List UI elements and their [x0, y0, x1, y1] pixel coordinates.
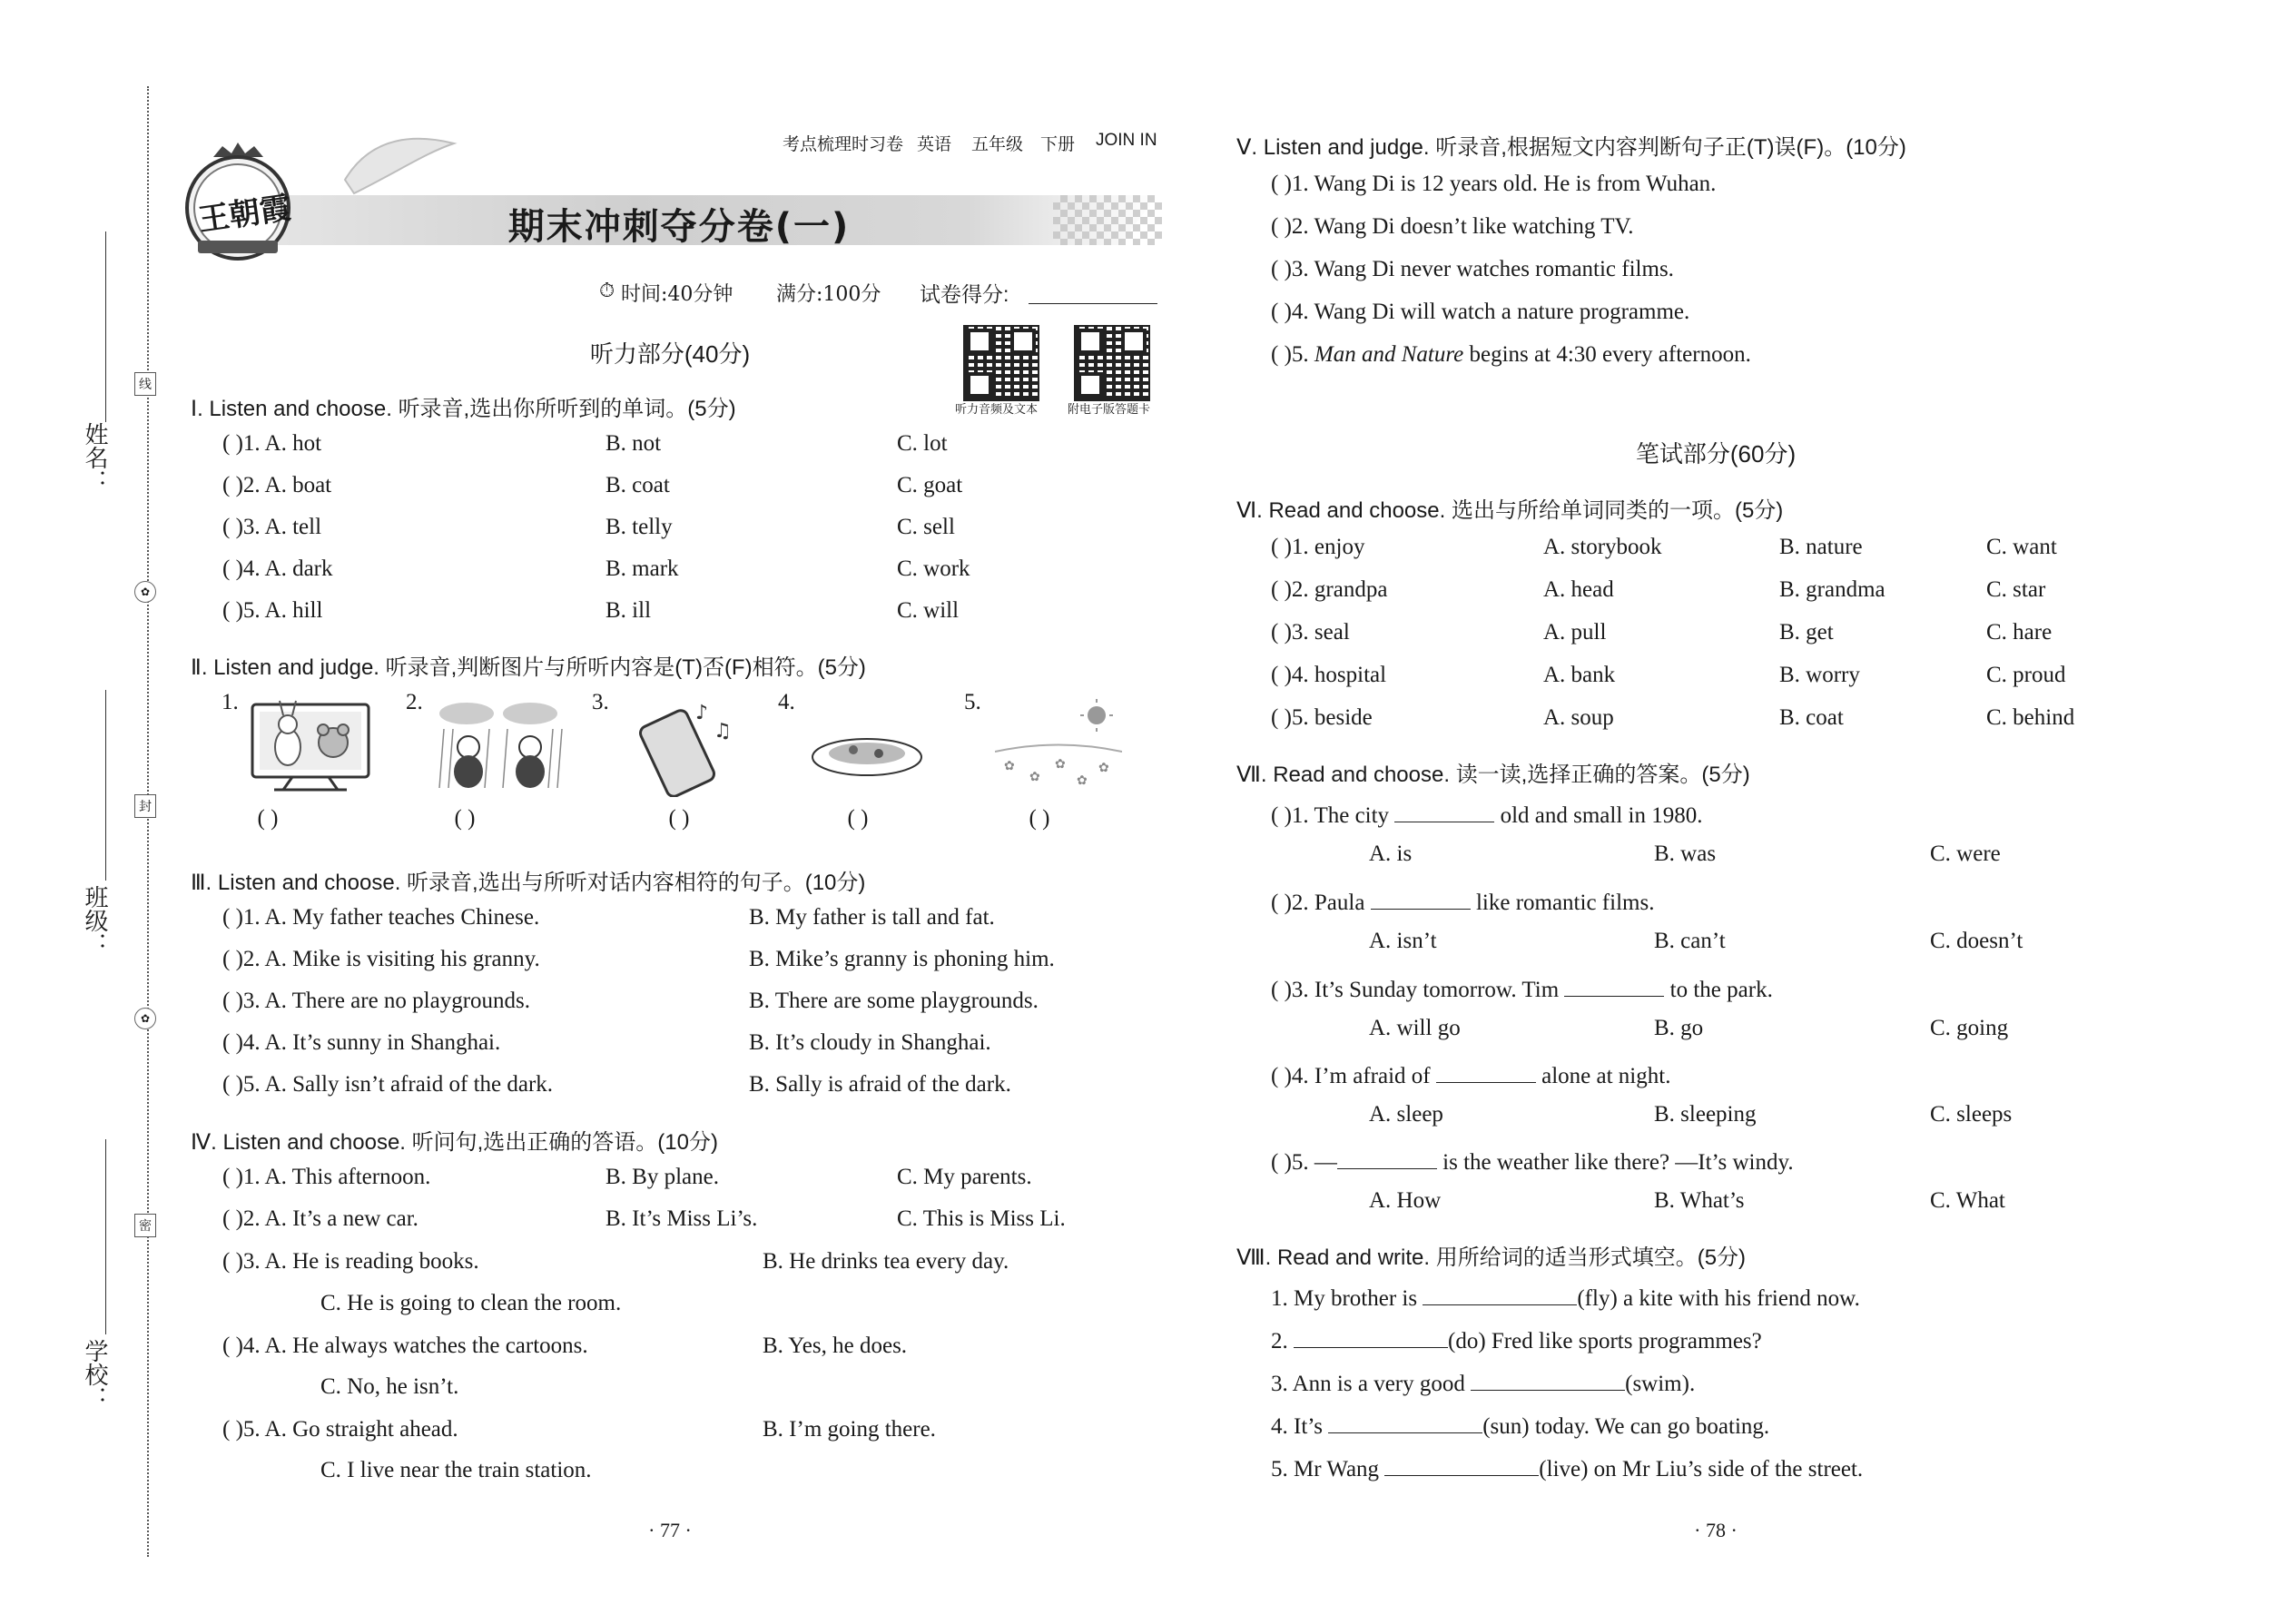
statement[interactable]: ( )1. Wang Di is 12 years old. He is from Wuhan. [1271, 172, 1717, 196]
option-b[interactable]: B. coat [605, 473, 670, 497]
question-text: ( )2. Paula [1271, 891, 1365, 915]
option-a[interactable]: A. isn’t [1369, 929, 1437, 953]
option-a[interactable]: A. bank [1543, 663, 1616, 687]
option-c[interactable]: C. What [1930, 1188, 2005, 1213]
score-field[interactable] [1029, 303, 1157, 304]
food-plate-picture [808, 726, 926, 781]
option-b[interactable]: B. grandma [1779, 577, 1885, 602]
section-4-title: Ⅳ. Listen and choose. 听问句,选出正确的答语。(10分) [191, 1130, 718, 1155]
option-a[interactable]: A. is [1369, 842, 1413, 866]
judge-blank[interactable]: ( ) [847, 806, 869, 831]
question[interactable]: ( )5. beside [1271, 705, 1373, 730]
written-heading: 笔试部分(60分) [1635, 440, 1797, 468]
question[interactable] [1271, 799, 1702, 829]
question[interactable]: ( )5. A. hill [222, 598, 323, 623]
swirl-icon: ✿ [134, 1008, 156, 1029]
option-b[interactable]: B. get [1779, 620, 1834, 645]
option-b[interactable]: B. coat [1779, 705, 1844, 730]
option-b[interactable]: B. By plane. [605, 1165, 719, 1189]
svg-text:♪: ♪ [695, 702, 709, 724]
item-text: 3. Ann is a very good [1271, 1372, 1465, 1396]
question-text: like romantic films. [1475, 891, 1655, 915]
item-text: 4. It’s [1271, 1414, 1323, 1439]
option-c[interactable]: C. going [1930, 1016, 2009, 1040]
seal-box-xian: 线 [134, 372, 156, 396]
qr-code-audio[interactable] [963, 325, 1039, 401]
question-text: ( )3. It’s Sunday tomorrow. Tim [1271, 978, 1560, 1002]
term-label: 下册 [1040, 135, 1076, 154]
grade-label: 五年级 [971, 135, 1024, 154]
qr-code-answer-card[interactable] [1074, 325, 1150, 401]
question[interactable] [1271, 973, 1773, 1003]
qr1-caption: 听力音频及文本 [955, 403, 1039, 417]
option-a[interactable]: ( )1. A. This afternoon. [222, 1165, 431, 1189]
option-b[interactable]: B. sleeping [1654, 1102, 1757, 1127]
question-text: old and small in 1980. [1500, 803, 1703, 828]
item-text: 5. Mr Wang [1271, 1457, 1380, 1481]
option-b[interactable]: B. mark [605, 556, 679, 581]
logo-text: 王朝霞 [196, 190, 293, 239]
option-b[interactable]: B. telly [605, 515, 673, 539]
option-a[interactable]: A. head [1543, 577, 1614, 602]
picture-number: 1. [222, 690, 239, 714]
page-number-left: · 77 · [648, 1519, 692, 1541]
full-score: 满分:100分 [776, 283, 881, 306]
option-c[interactable]: C. sell [897, 515, 955, 539]
svg-text:✿: ✿ [1055, 757, 1066, 772]
option-b[interactable]: B. Yes, he does. [763, 1334, 908, 1358]
rain-pandas-picture [430, 697, 566, 797]
item5-suffix: begins at 4:30 every afternoon. [1469, 342, 1751, 367]
class-label: 班级： [81, 885, 108, 956]
picture-number: 4. [778, 690, 795, 714]
question-text: to the park. [1669, 978, 1773, 1002]
question-text: ( )1. The city [1271, 803, 1390, 828]
statement[interactable]: ( )3. Wang Di never watches romantic films. [1271, 257, 1674, 281]
banner-checker-pattern [1053, 195, 1162, 245]
answer-blank[interactable] [1471, 1367, 1625, 1391]
option-b[interactable]: B. Mike’s granny is phoning him. [749, 947, 1055, 971]
tv-cartoon-picture [247, 697, 374, 795]
option-a[interactable]: ( )2. A. It’s a new car. [222, 1206, 418, 1231]
judge-blank[interactable]: ( ) [668, 806, 690, 831]
seal-box-mi: 密 [134, 1214, 156, 1237]
option-c[interactable]: C. doesn’t [1930, 929, 2023, 953]
option-b[interactable]: B. I’m going there. [763, 1417, 936, 1442]
question[interactable] [1271, 1059, 1670, 1089]
listening-heading: 听力部分(40分) [589, 340, 751, 368]
item-text: (sun) today. We can go boating. [1482, 1414, 1770, 1439]
answer-blank[interactable] [1294, 1324, 1448, 1348]
answer-blank[interactable] [1337, 1146, 1437, 1169]
svg-text:✿: ✿ [1098, 761, 1109, 775]
question[interactable]: ( )3. seal [1271, 620, 1350, 645]
option-a[interactable]: ( )4. A. It’s sunny in Shanghai. [222, 1030, 501, 1055]
option-b[interactable]: B. worry [1779, 663, 1860, 687]
answer-blank[interactable] [1384, 1452, 1539, 1476]
option-a[interactable]: A. storybook [1543, 535, 1662, 559]
score-label: 试卷得分: [920, 282, 1009, 306]
page-title: 期末冲刺夺分卷(一) [507, 206, 851, 248]
option-a[interactable]: ( )3. A. He is reading books. [222, 1249, 479, 1274]
option-c[interactable]: C. want [1986, 535, 2057, 559]
section-7-title: Ⅶ. Read and choose. 读一读,选择正确的答案。(5分) [1236, 763, 1750, 787]
binding-dotted-line [147, 86, 149, 1557]
section-6-title: Ⅵ. Read and choose. 选出与所给单词同类的一项。(5分) [1236, 498, 1784, 523]
seal-box-feng: 封 [134, 794, 156, 818]
option-c[interactable]: C. sleeps [1930, 1102, 2013, 1127]
fill-item[interactable] [1271, 1282, 1860, 1312]
time-info: 时间:40分钟 [621, 283, 733, 306]
option-c[interactable]: C. I live near the train station. [320, 1458, 592, 1482]
school-field-line[interactable] [105, 1139, 106, 1334]
item-text: (live) on Mr Liu’s side of the street. [1539, 1457, 1864, 1481]
option-b[interactable]: B. ill [605, 598, 652, 623]
option-c[interactable]: C. hare [1986, 620, 2053, 645]
option-c[interactable]: C. behind [1986, 705, 2075, 730]
option-b[interactable]: B. My father is tall and fat. [749, 905, 995, 930]
question[interactable]: ( )4. hospital [1271, 663, 1387, 687]
option-a[interactable]: ( )1. A. My father teaches Chinese. [222, 905, 540, 930]
statement[interactable]: ( )2. Wang Di doesn’t like watching TV. [1271, 214, 1634, 239]
option-a[interactable]: ( )2. A. Mike is visiting his granny. [222, 947, 540, 971]
option-c[interactable]: C. My parents. [897, 1165, 1032, 1189]
option-a[interactable]: ( )4. A. He always watches the cartoons. [222, 1334, 588, 1358]
svg-text:✿: ✿ [1077, 773, 1088, 788]
question[interactable]: ( )2. grandpa [1271, 577, 1388, 602]
section-3-title: Ⅲ. Listen and choose. 听录音,选出与所听对话内容相符的句子。(10分) [191, 871, 866, 895]
answer-blank[interactable] [1436, 1059, 1536, 1083]
judge-blank[interactable]: ( ) [454, 806, 476, 831]
answer-blank[interactable] [1564, 973, 1664, 997]
judge-blank[interactable]: ( ) [257, 806, 279, 831]
svg-text:✿: ✿ [1004, 759, 1015, 773]
name-label: 姓名： [81, 422, 108, 493]
picture-number: 2. [406, 690, 423, 714]
option-b[interactable]: B. He drinks tea every day. [763, 1249, 1009, 1274]
option-c[interactable]: C. goat [897, 473, 963, 497]
option-b[interactable]: B. go [1654, 1016, 1704, 1040]
svg-text:✿: ✿ [1029, 770, 1040, 784]
swirl-icon: ✿ [134, 581, 156, 603]
qr2-caption: 附电子版答题卡 [1068, 403, 1151, 417]
item-text: 1. My brother is [1271, 1286, 1418, 1311]
picture-number: 3. [592, 690, 609, 714]
section-2-title: Ⅱ. Listen and judge. 听录音,判断图片与所听内容是(T)否(F)相符。(5分) [191, 655, 866, 680]
school-label: 学校： [81, 1339, 108, 1410]
option-b[interactable]: B. nature [1779, 535, 1863, 559]
option-c[interactable]: C. star [1986, 577, 2046, 602]
ribbon-decoration [336, 125, 463, 198]
option-b[interactable]: B. can’t [1654, 929, 1726, 953]
question[interactable] [1271, 886, 1654, 916]
option-b[interactable]: B. was [1654, 842, 1717, 866]
option-c[interactable]: C. He is going to clean the room. [320, 1291, 622, 1315]
question[interactable]: ( )4. A. dark [222, 556, 333, 581]
option-b[interactable]: B. It’s Miss Li’s. [605, 1206, 758, 1231]
question-text: is the weather like there? —It’s windy. [1442, 1150, 1794, 1175]
statement[interactable]: ( )4. Wang Di will watch a nature programme. [1271, 300, 1690, 324]
option-c[interactable]: C. will [897, 598, 960, 623]
option-b[interactable]: B. What’s [1654, 1188, 1745, 1213]
class-field-line[interactable] [105, 690, 106, 881]
option-a[interactable]: A. will go [1369, 1016, 1461, 1040]
item-text: 2. [1271, 1329, 1288, 1353]
question-text: alone at night. [1541, 1064, 1671, 1088]
option-c[interactable]: C. lot [897, 431, 948, 456]
option-b[interactable]: B. There are some playgrounds. [749, 989, 1039, 1013]
item-text: (swim). [1625, 1372, 1696, 1396]
option-a[interactable]: A. How [1369, 1188, 1442, 1213]
answer-blank[interactable] [1423, 1282, 1577, 1305]
question[interactable]: ( )1. enjoy [1271, 535, 1365, 559]
item5-prefix: ( )5. [1271, 342, 1309, 367]
option-a[interactable]: ( )3. A. There are no playgrounds. [222, 989, 531, 1013]
sunny-flowers-picture [995, 697, 1122, 797]
question-text: ( )5. — [1271, 1150, 1337, 1175]
option-c[interactable]: C. No, he isn’t. [320, 1374, 459, 1399]
option-c[interactable]: C. proud [1986, 663, 2066, 687]
edition-label: JOIN IN [1096, 131, 1157, 150]
clock-icon: ⏱ [599, 280, 615, 302]
question[interactable]: ( )2. A. boat [222, 473, 332, 497]
option-b[interactable]: B. not [605, 431, 662, 456]
option-a[interactable]: ( )5. A. Go straight ahead. [222, 1417, 458, 1442]
fill-item[interactable] [1271, 1367, 1695, 1397]
option-c[interactable]: C. work [897, 556, 970, 581]
phone-music-picture [634, 697, 743, 797]
question[interactable] [1271, 1146, 1794, 1176]
option-c[interactable]: C. This is Miss Li. [897, 1206, 1066, 1231]
fill-item[interactable] [1271, 1410, 1769, 1440]
fill-item[interactable] [1271, 1324, 1762, 1354]
option-b[interactable]: B. Sally is afraid of the dark. [749, 1072, 1011, 1097]
judge-blank[interactable]: ( ) [1029, 806, 1050, 831]
option-c[interactable]: C. were [1930, 842, 2001, 866]
section-5-title: Ⅴ. Listen and judge. 听录音,根据短文内容判断句子正(T)误(F)。(10分) [1236, 135, 1906, 160]
option-a[interactable]: A. pull [1543, 620, 1607, 645]
answer-blank[interactable] [1394, 799, 1494, 822]
page-number-right: · 78 · [1694, 1519, 1738, 1541]
picture-number: 5. [964, 690, 981, 714]
question[interactable]: ( )1. A. hot [222, 431, 322, 456]
option-a[interactable]: A. sleep [1369, 1102, 1443, 1127]
option-b[interactable]: B. It’s cloudy in Shanghai. [749, 1030, 991, 1055]
answer-blank[interactable] [1371, 886, 1471, 910]
question[interactable]: ( )3. A. tell [222, 515, 322, 539]
question-text: ( )4. I’m afraid of [1271, 1064, 1431, 1088]
programme-title: Man and Nature [1314, 342, 1464, 367]
section-1-title: Ⅰ. Listen and choose. 听录音,选出你所听到的单词。(5分) [191, 397, 736, 421]
statement[interactable] [1271, 342, 1751, 368]
option-a[interactable]: A. soup [1543, 705, 1614, 730]
item-text: (fly) a kite with his friend now. [1577, 1286, 1860, 1311]
series-label: 考点梳理时习卷 [783, 135, 904, 154]
option-a[interactable]: ( )5. A. Sally isn’t afraid of the dark. [222, 1072, 554, 1097]
answer-blank[interactable] [1328, 1410, 1482, 1433]
fill-item[interactable] [1271, 1452, 1863, 1482]
item-text: (do) Fred like sports programmes? [1448, 1329, 1762, 1353]
svg-text:♫: ♫ [714, 720, 732, 743]
name-field-line[interactable] [105, 231, 106, 422]
subject-label: 英语 [917, 135, 952, 154]
section-8-title: Ⅷ. Read and write. 用所给词的适当形式填空。(5分) [1236, 1245, 1747, 1270]
